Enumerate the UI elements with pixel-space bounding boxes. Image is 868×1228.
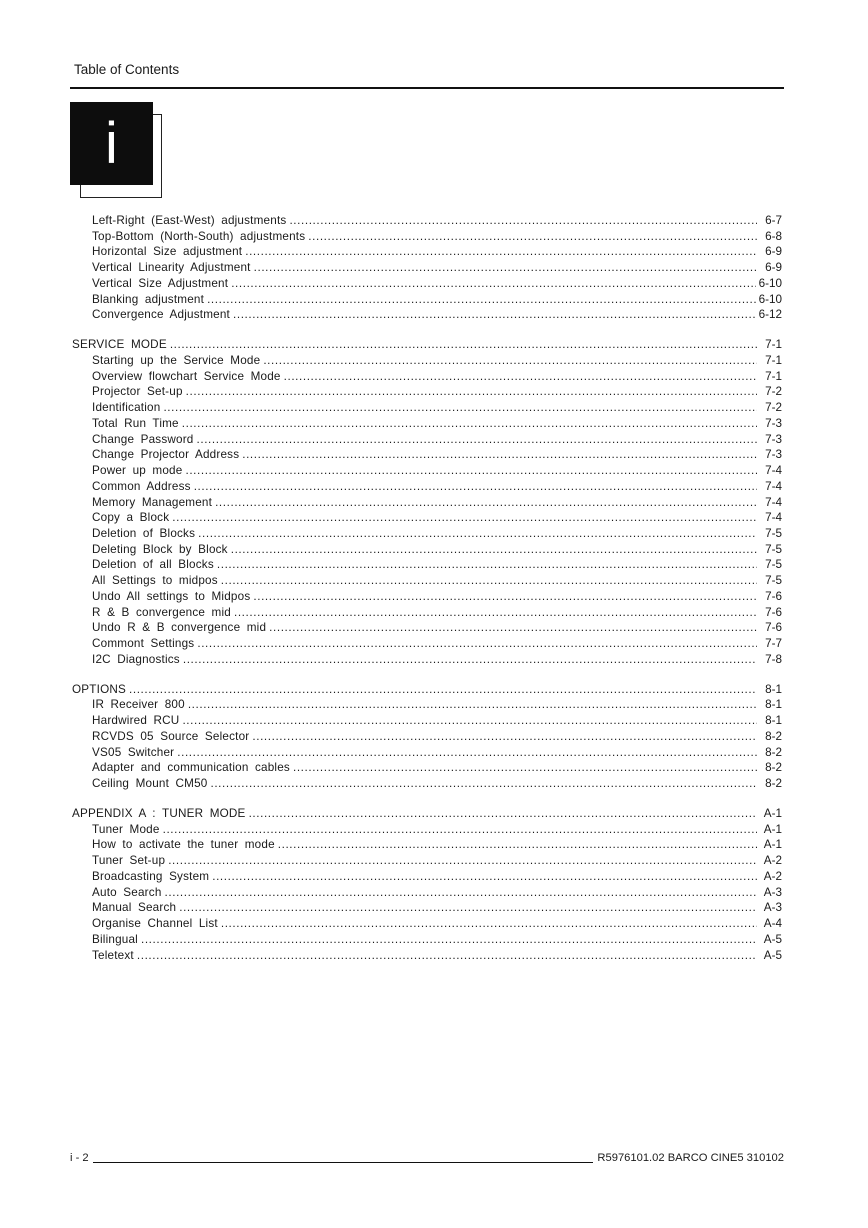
toc-entry-title: Tuner Mode: [92, 822, 160, 836]
toc-section-entry[interactable]: [72, 543, 782, 559]
toc-dot-leader: [188, 698, 757, 711]
toc-entry-page-number: A-1: [763, 807, 782, 821]
toc-entry-page-number: 7-5: [765, 542, 782, 556]
toc-entry-title: RCVDS 05 Source Selector: [92, 729, 250, 743]
toc-entry-page-number: A-5: [763, 932, 782, 946]
toc-section-entry[interactable]: [72, 653, 782, 669]
toc-section-entry[interactable]: [72, 245, 782, 261]
toc-section-entry[interactable]: [72, 933, 782, 949]
toc-entry-title: APPENDIX A : TUNER MODE: [72, 807, 246, 821]
toc-section-entry[interactable]: [72, 730, 782, 746]
toc-entry-page-number: 7-4: [765, 511, 782, 525]
toc-dot-leader: [233, 308, 756, 321]
toc-dot-leader: [129, 683, 757, 696]
toc-dot-leader: [197, 637, 757, 650]
toc-section-entry[interactable]: [72, 901, 782, 917]
toc-entry-page-number: A-3: [763, 901, 782, 915]
toc-entry-title: Copy a Block: [92, 511, 170, 525]
toc-entry-title: Left-Right (East-West) adjustments: [92, 214, 287, 227]
toc-entry-title: Undo R & B convergence mid: [92, 621, 267, 635]
toc-entry-page-number: A-2: [763, 869, 782, 883]
header-divider: [70, 87, 784, 89]
toc-section-entry[interactable]: [72, 838, 782, 854]
toc-entry-title: Undo All settings to Midpos: [92, 589, 251, 603]
toc-dot-leader: [183, 653, 757, 666]
toc-entry-page-number: 7-4: [765, 495, 782, 509]
toc-entry-title: I2C Diagnostics: [92, 652, 180, 666]
toc-section-entry[interactable]: [72, 917, 782, 933]
toc-entry-title: Deletion of Blocks: [92, 526, 196, 540]
toc-entry-page-number: 8-2: [765, 745, 782, 759]
toc-entry-page-number: 7-2: [765, 401, 782, 415]
toc-section-entry[interactable]: [72, 293, 782, 309]
toc-entry-page-number: 8-2: [765, 777, 782, 791]
toc-dot-leader: [242, 448, 757, 461]
toc-entry-title: Change Projector Address: [92, 448, 240, 462]
footer-rule: [93, 1162, 594, 1163]
toc-entry-page-number: 8-2: [765, 729, 782, 743]
toc-dot-leader: [163, 823, 757, 836]
table-of-contents: [72, 214, 782, 964]
toc-entry-title: SERVICE MODE: [72, 338, 167, 352]
toc-dot-leader: [217, 558, 757, 571]
toc-chapter-entry[interactable]: [72, 683, 782, 699]
toc-dot-leader: [198, 527, 757, 540]
toc-section-entry[interactable]: [72, 870, 782, 886]
toc-entry-title: Teletext: [92, 948, 134, 962]
toc-section-entry[interactable]: [72, 448, 782, 464]
toc-entry-page-number: 7-1: [765, 338, 782, 352]
toc-dot-leader: [165, 886, 757, 899]
toc-entry-title: Hardwired RCU: [92, 714, 180, 728]
toc-entry-page-number: 7-3: [765, 432, 782, 446]
toc-entry-page-number: 7-6: [765, 589, 782, 603]
toc-entry-title: Organise Channel List: [92, 917, 218, 931]
toc-entry-page-number: 7-4: [765, 479, 782, 493]
toc-entry-title: Vertical Linearity Adjustment: [92, 261, 251, 275]
toc-section-entry[interactable]: [72, 433, 782, 449]
chapter-letter: i: [70, 102, 153, 185]
toc-section-entry[interactable]: [72, 746, 782, 762]
toc-dot-leader: [215, 496, 757, 509]
toc-entry-page-number: 7-1: [765, 354, 782, 368]
toc-entry-page-number: 7-1: [765, 369, 782, 383]
toc-entry-title: Adapter and communication cables: [92, 761, 290, 775]
toc-entry-title: Ceiling Mount CM50: [92, 777, 208, 791]
toc-section-entry[interactable]: [72, 823, 782, 839]
toc-entry-title: Memory Management: [92, 495, 213, 509]
toc-dot-leader: [252, 730, 757, 743]
toc-entry-page-number: 7-8: [765, 652, 782, 666]
toc-dot-leader: [221, 917, 757, 930]
toc-section-entry[interactable]: [72, 230, 782, 246]
toc-entry-title: Common Address: [92, 479, 191, 493]
toc-entry-page-number: A-5: [763, 948, 782, 962]
toc-dot-leader: [254, 261, 757, 274]
toc-entry-title: Starting up the Service Mode: [92, 354, 261, 368]
toc-dot-leader: [185, 464, 757, 477]
toc-entry-title: Auto Search: [92, 885, 162, 899]
toc-section-entry[interactable]: [72, 464, 782, 480]
toc-dot-leader: [194, 480, 757, 493]
toc-dot-leader: [170, 338, 757, 351]
toc-section-entry[interactable]: [72, 558, 782, 574]
toc-dot-leader: [231, 543, 757, 556]
page-footer: [70, 1152, 784, 1164]
toc-dot-leader: [179, 901, 757, 914]
toc-dot-leader: [182, 417, 757, 430]
toc-entry-page-number: 8-1: [765, 714, 782, 728]
toc-entry-page-number: 8-1: [765, 698, 782, 712]
toc-entry-page-number: A-2: [763, 854, 782, 868]
toc-section-entry[interactable]: [72, 308, 782, 324]
toc-section-entry[interactable]: [72, 761, 782, 777]
toc-dot-leader: [197, 433, 757, 446]
toc-section-entry[interactable]: [72, 698, 782, 714]
toc-entry-page-number: 8-1: [765, 682, 782, 696]
toc-entry-page-number: 7-4: [765, 464, 782, 478]
toc-dot-leader: [168, 854, 757, 867]
toc-entry-page-number: A-1: [763, 822, 782, 836]
toc-entry-page-number: 6-9: [765, 245, 782, 259]
toc-entry-title: OPTIONS: [72, 682, 126, 696]
toc-entry-page-number: 7-5: [765, 526, 782, 540]
toc-entry-page-number: 7-2: [765, 385, 782, 399]
toc-entry-title: Bilingual: [92, 932, 138, 946]
toc-entry-title: Tuner Set-up: [92, 854, 166, 868]
toc-section-entry[interactable]: [72, 354, 782, 370]
toc-section-entry[interactable]: [72, 606, 782, 622]
toc-dot-leader: [249, 807, 757, 820]
toc-section-entry[interactable]: [72, 370, 782, 386]
toc-entry-page-number: 7-5: [765, 574, 782, 588]
toc-entry-title: Overview flowchart Service Mode: [92, 369, 281, 383]
toc-entry-page-number: A-1: [763, 838, 782, 852]
toc-entry-page-number: 6-8: [765, 229, 782, 243]
toc-section-entry[interactable]: [72, 417, 782, 433]
toc-dot-leader: [278, 838, 757, 851]
toc-dot-leader: [182, 714, 757, 727]
toc-section-entry[interactable]: [72, 527, 782, 543]
toc-entry-title: Top-Bottom (North-South) adjustments: [92, 229, 306, 243]
toc-entry-page-number: 6-9: [765, 261, 782, 275]
toc-entry-title: Total Run Time: [92, 416, 179, 430]
toc-section-entry[interactable]: [72, 385, 782, 401]
toc-entry-page-number: A-4: [763, 917, 782, 931]
toc-entry-page-number: 6-10: [758, 292, 782, 306]
toc-entry-page-number: 7-6: [765, 621, 782, 635]
toc-dot-leader: [253, 590, 757, 603]
toc-entry-page-number: 7-7: [765, 636, 782, 650]
toc-entry-title: Vertical Size Adjustment: [92, 276, 229, 290]
toc-section-entry[interactable]: [72, 854, 782, 870]
toc-section-entry[interactable]: [72, 401, 782, 417]
toc-entry-title: Change Password: [92, 432, 194, 446]
toc-entry-page-number: 6-7: [765, 214, 782, 227]
chapter-index-mark: [70, 102, 162, 198]
toc-entry-title: Broadcasting System: [92, 869, 210, 883]
toc-section-entry[interactable]: [72, 777, 782, 793]
toc-section-entry[interactable]: [72, 480, 782, 496]
toc-dot-leader: [210, 777, 757, 790]
toc-entry-title: Horizontal Size adjustment: [92, 245, 243, 259]
page-header-title: Table of Contents: [74, 62, 180, 77]
toc-entry-title: R & B convergence mid: [92, 605, 231, 619]
toc-entry-page-number: A-3: [763, 885, 782, 899]
toc-dot-leader: [186, 385, 757, 398]
toc-entry-page-number: 7-5: [765, 558, 782, 572]
toc-entry-title: Blanking adjustment: [92, 292, 205, 306]
toc-entry-title: VS05 Switcher: [92, 745, 175, 759]
toc-dot-leader: [207, 293, 756, 306]
toc-entry-title: All Settings to midpos: [92, 574, 218, 588]
toc-dot-leader: [245, 245, 757, 258]
toc-dot-leader: [177, 746, 757, 759]
toc-dot-leader: [263, 354, 757, 367]
footer-page-number: i - 2: [70, 1152, 89, 1164]
toc-dot-leader: [212, 870, 757, 883]
toc-entry-page-number: 7-3: [765, 448, 782, 462]
toc-entry-title: Power up mode: [92, 464, 183, 478]
toc-dot-leader: [284, 370, 757, 383]
toc-section-entry[interactable]: [72, 714, 782, 730]
toc-section-entry[interactable]: [72, 261, 782, 277]
toc-dot-leader: [172, 511, 757, 524]
toc-dot-leader: [289, 214, 757, 227]
toc-entry-title: How to activate the tuner mode: [92, 838, 275, 852]
toc-section-entry[interactable]: [72, 277, 782, 293]
toc-entry-page-number: 7-6: [765, 605, 782, 619]
toc-dot-leader: [141, 933, 757, 946]
toc-dot-leader: [221, 574, 757, 587]
toc-section-entry[interactable]: [72, 621, 782, 637]
toc-dot-leader: [293, 761, 757, 774]
toc-entry-title: Commont Settings: [92, 636, 195, 650]
toc-section-entry[interactable]: [72, 949, 782, 965]
toc-section-entry[interactable]: [72, 511, 782, 527]
toc-entry-title: IR Receiver 800: [92, 698, 185, 712]
toc-dot-leader: [231, 277, 755, 290]
toc-entry-title: Manual Search: [92, 901, 177, 915]
toc-section-entry[interactable]: [72, 574, 782, 590]
toc-dot-leader: [163, 401, 757, 414]
toc-entry-title: Deletion of all Blocks: [92, 558, 214, 572]
toc-dot-leader: [234, 606, 757, 619]
toc-section-entry[interactable]: [72, 214, 782, 230]
toc-chapter-entry[interactable]: [72, 338, 782, 354]
toc-entry-page-number: 6-12: [758, 308, 782, 322]
toc-section-entry[interactable]: [72, 496, 782, 512]
toc-entry-title: Identification: [92, 401, 161, 415]
toc-dot-leader: [137, 949, 757, 962]
toc-section-entry[interactable]: [72, 886, 782, 902]
toc-entry-title: Projector Set-up: [92, 385, 183, 399]
toc-section-entry[interactable]: [72, 637, 782, 653]
toc-entry-title: Convergence Adjustment: [92, 308, 230, 322]
toc-dot-leader: [269, 621, 757, 634]
toc-dot-leader: [308, 230, 757, 243]
toc-entry-page-number: 7-3: [765, 416, 782, 430]
toc-entry-page-number: 6-10: [758, 276, 782, 290]
toc-chapter-entry[interactable]: [72, 807, 782, 823]
toc-entry-title: Deleting Block by Block: [92, 542, 228, 556]
toc-entry-page-number: 8-2: [765, 761, 782, 775]
footer-document-reference: R5976101.02 BARCO CINE5 310102: [597, 1152, 784, 1164]
toc-section-entry[interactable]: [72, 590, 782, 606]
